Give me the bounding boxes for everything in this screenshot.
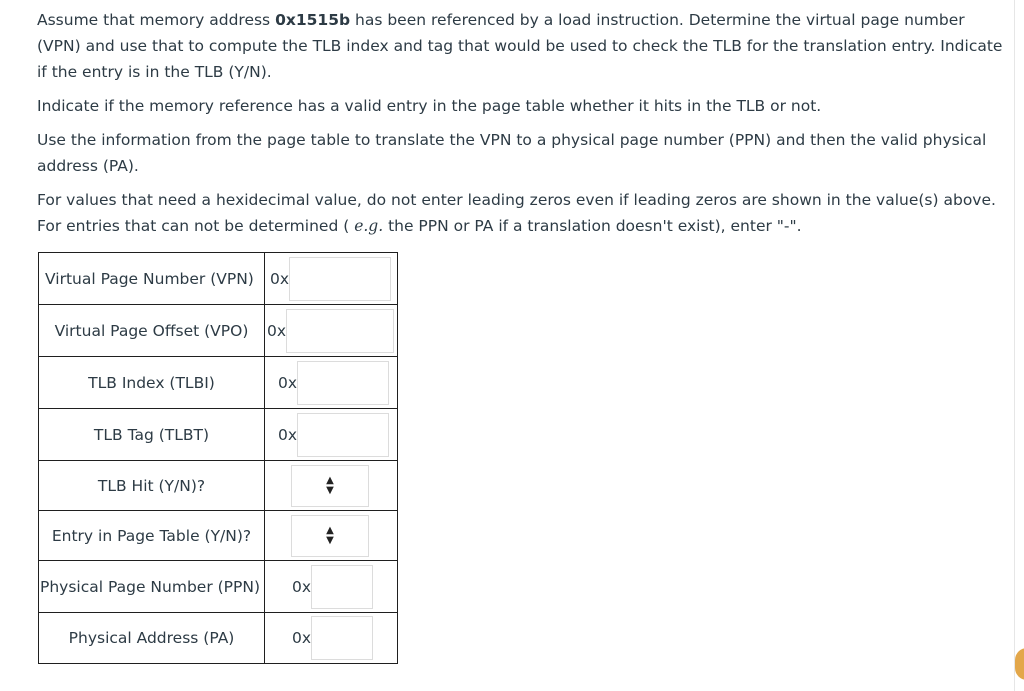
tlbt-label: TLB Tag (TLBT) bbox=[39, 409, 265, 461]
page-table-entry-value-cell bbox=[265, 511, 398, 561]
eg-abbrev: e.g. bbox=[354, 217, 384, 235]
p4-text-after: the PPN or PA if a translation doesn't exist), enter "-". bbox=[383, 217, 802, 235]
answer-table bbox=[38, 252, 398, 664]
ppn-label: Physical Page Number (PPN) bbox=[39, 561, 265, 613]
pa-input[interactable] bbox=[311, 616, 373, 660]
vpo-input[interactable] bbox=[286, 309, 394, 353]
table-row-pa bbox=[39, 613, 398, 664]
vpo-hex-prefix: 0x bbox=[267, 321, 287, 340]
memory-address: 0x1515b bbox=[275, 11, 351, 29]
tlb-hit-select[interactable] bbox=[291, 465, 369, 507]
pa-value-cell bbox=[265, 613, 398, 664]
table-row-tlbt bbox=[39, 409, 398, 461]
tlbt-value-cell bbox=[265, 409, 398, 461]
tlb-hit-label: TLB Hit (Y/N)? bbox=[39, 461, 265, 511]
vpo-value-cell bbox=[265, 305, 398, 357]
table-row-tlb-hit bbox=[39, 461, 398, 511]
table-row-page-table bbox=[39, 511, 398, 561]
vpn-input[interactable] bbox=[289, 257, 391, 301]
tlbi-label: TLB Index (TLBI) bbox=[39, 357, 265, 409]
tlbi-value-cell bbox=[265, 357, 398, 409]
pa-hex-prefix: 0x bbox=[292, 629, 312, 647]
tlbt-input[interactable] bbox=[297, 413, 389, 457]
up-down-arrow-icon: ▲ ▼ bbox=[326, 474, 334, 496]
ppn-value-cell bbox=[265, 561, 398, 613]
page-table-entry-label: Entry in Page Table (Y/N)? bbox=[39, 511, 265, 561]
corner-widget-fragment[interactable] bbox=[1015, 648, 1024, 680]
instruction-paragraph-1 bbox=[37, 7, 1012, 85]
tlb-hit-value-cell bbox=[265, 461, 398, 511]
up-down-arrow-icon: ▲ ▼ bbox=[326, 524, 334, 546]
page-table-entry-select[interactable] bbox=[291, 515, 369, 557]
tlbt-hex-prefix: 0x bbox=[278, 425, 298, 444]
table-row-tlbi bbox=[39, 357, 398, 409]
instruction-paragraph-2: Indicate if the memory reference has a valid entry in the page table whether it hits in the TLB or not. bbox=[37, 97, 822, 115]
instruction-paragraph-3: Use the information from the page table to translate the VPN to a physical page number (PPN) and then the valid physical address (PA). bbox=[37, 131, 987, 175]
vpo-label: Virtual Page Offset (VPO) bbox=[39, 305, 265, 357]
ppn-input[interactable] bbox=[311, 565, 373, 609]
instruction-paragraph-4 bbox=[37, 187, 1012, 239]
p1-text-before: Assume that memory address bbox=[37, 11, 276, 29]
page-right-border bbox=[1014, 0, 1015, 691]
tlbi-input[interactable] bbox=[297, 361, 389, 405]
vpn-hex-prefix: 0x bbox=[270, 269, 290, 288]
vpn-value-cell bbox=[265, 253, 398, 305]
tlbi-hex-prefix: 0x bbox=[278, 373, 298, 392]
p1-text-after: has been referenced by a load instruction. Determine the virtual page number (VPN) and use that to compute the TLB index and tag that would be used to check the TLB for the translation entry. Indicate if the entry is in the TLB (Y/N). bbox=[37, 11, 1003, 81]
vpn-label: Virtual Page Number (VPN) bbox=[39, 253, 265, 305]
pa-label: Physical Address (PA) bbox=[39, 613, 265, 664]
ppn-hex-prefix: 0x bbox=[292, 577, 312, 596]
question-text bbox=[37, 7, 1012, 247]
table-row-vpo bbox=[39, 305, 398, 357]
table-row-ppn bbox=[39, 561, 398, 613]
p4-text-before: For values that need a hexidecimal value, do not enter leading zeros even if leading zeros are shown in the value(s) above. For entries that can not be determined ( bbox=[37, 191, 996, 235]
table-row-vpn bbox=[39, 253, 398, 305]
